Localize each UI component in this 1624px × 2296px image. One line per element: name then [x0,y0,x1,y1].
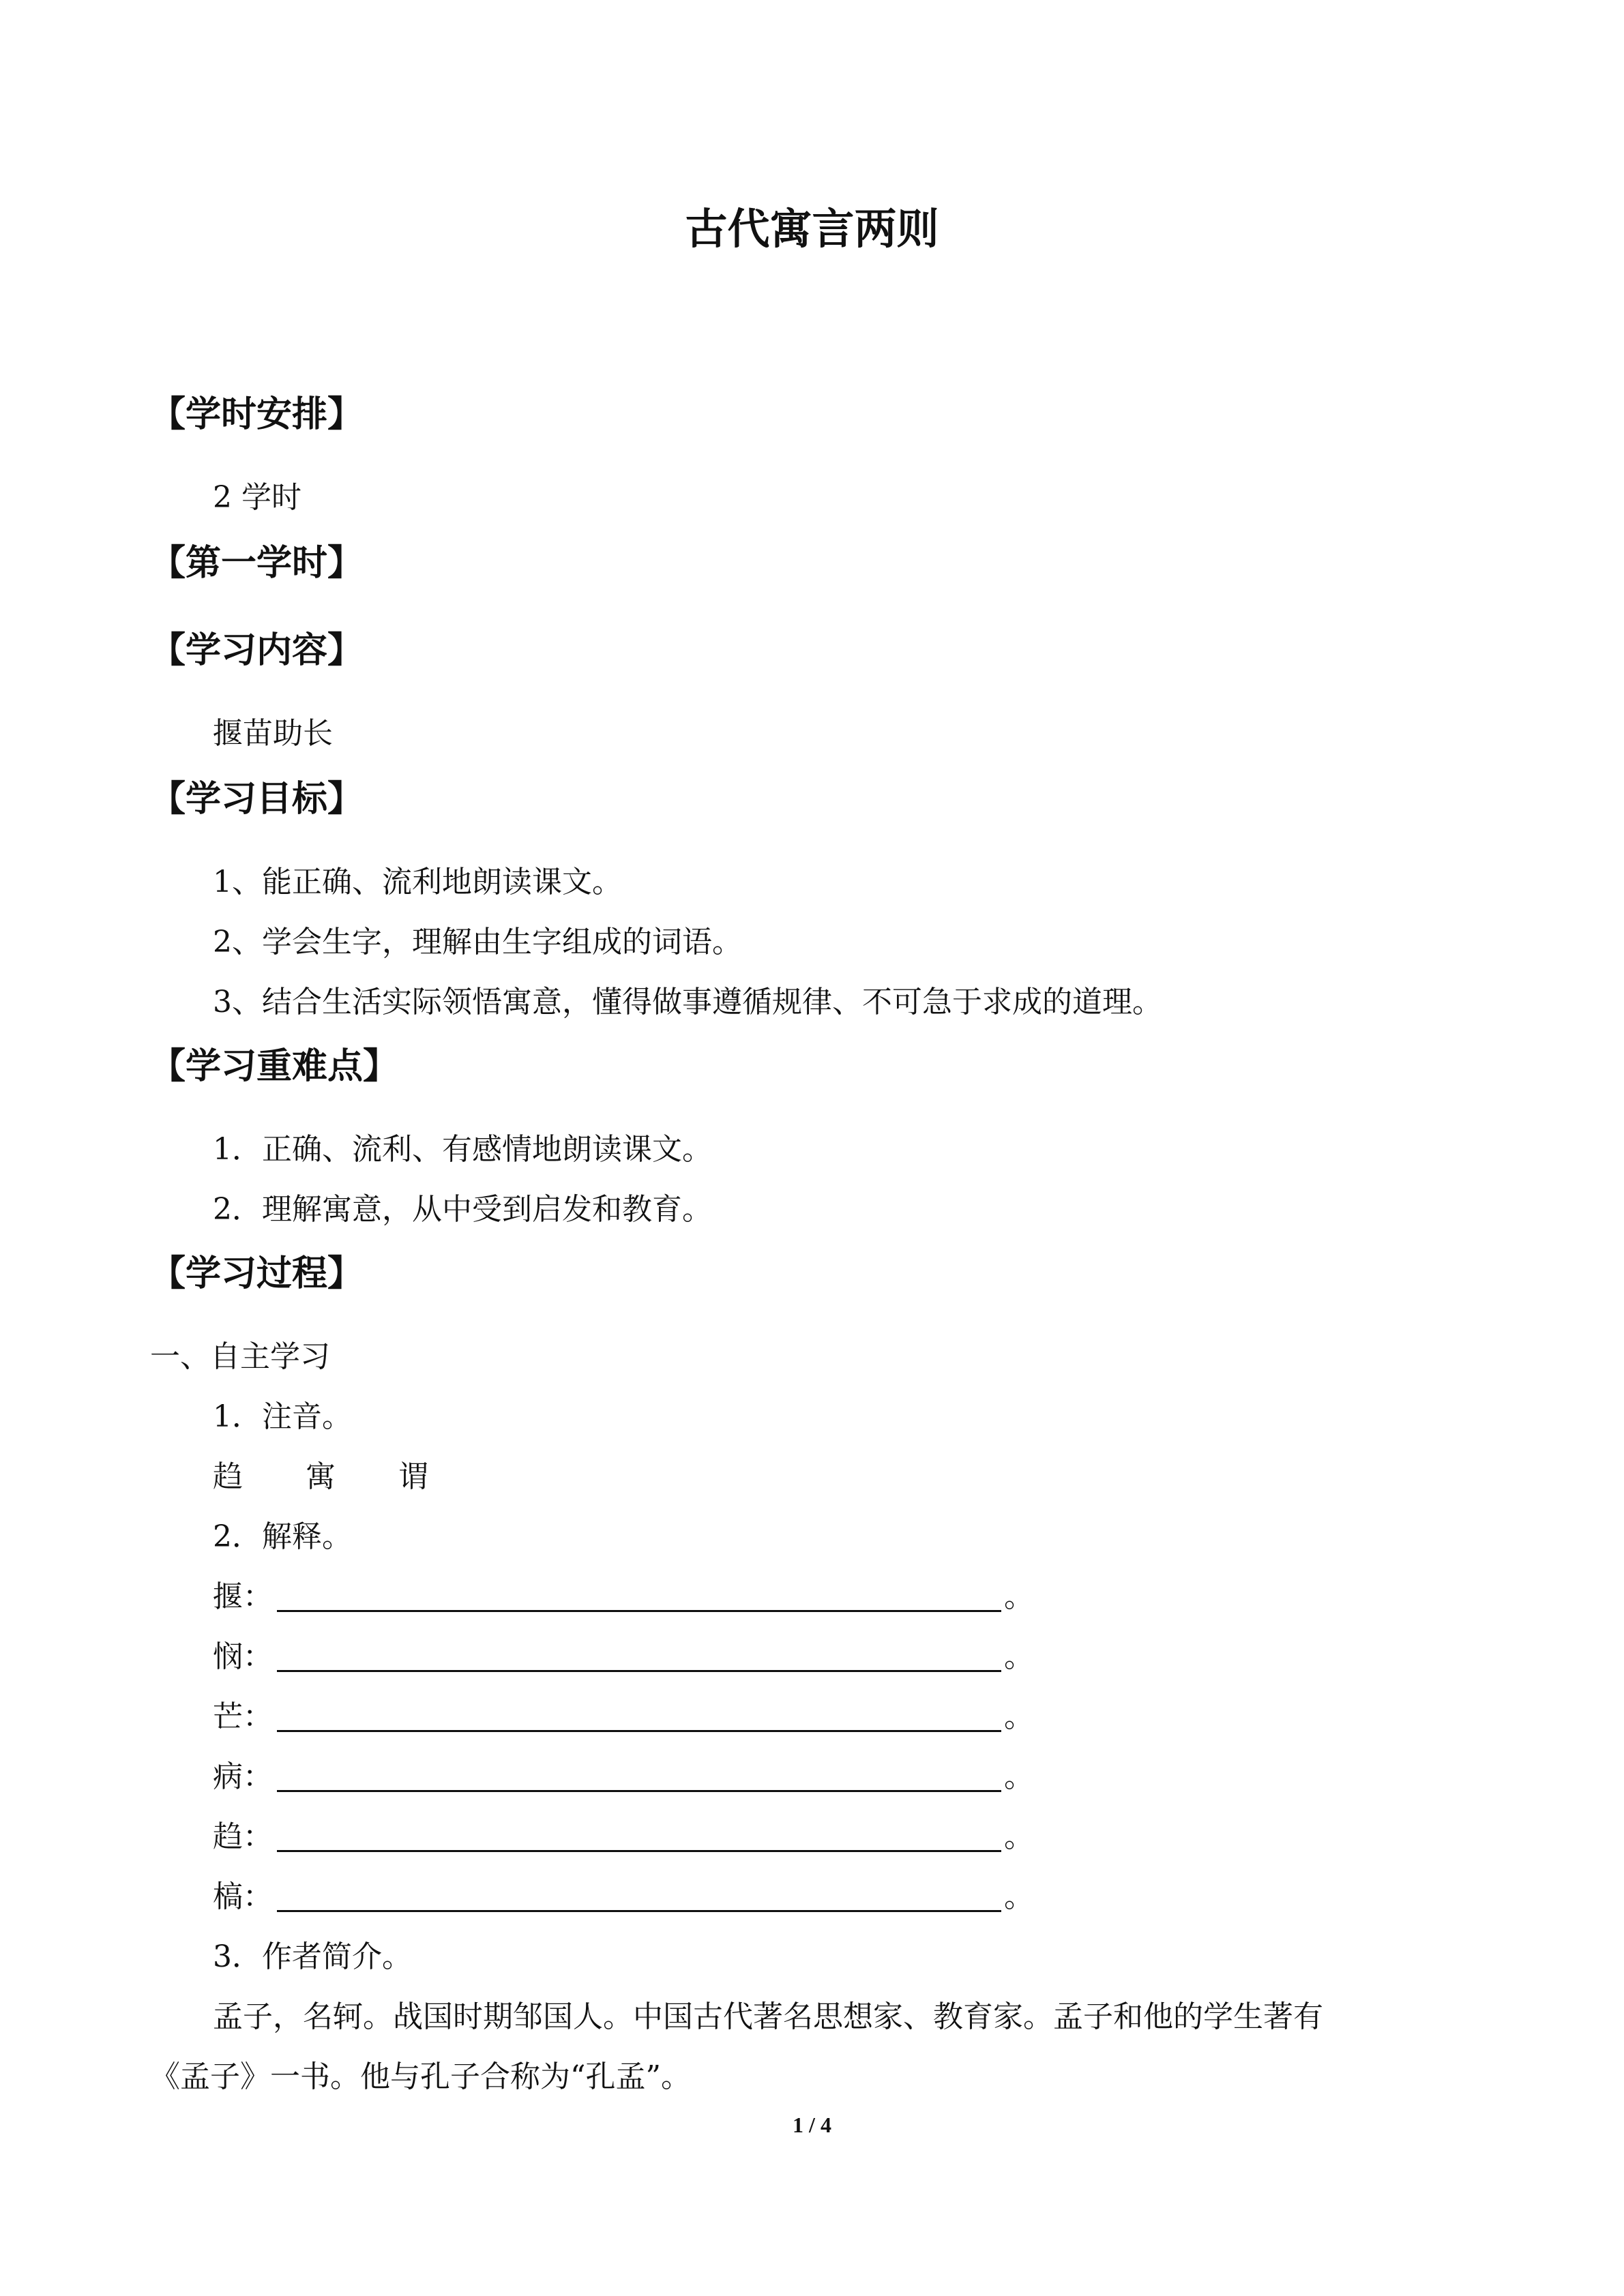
gloss-blank[interactable] [277,1643,1001,1672]
gloss-end: 。 [1004,1699,1034,1734]
content-value: 揠苗助长 [213,716,333,751]
gloss-term: 病： [213,1759,273,1794]
gloss-row [213,1579,1034,1614]
heading-process: 【学习过程】 [150,1253,364,1294]
gloss-term: 趋： [213,1819,273,1854]
phonetic-char: 趋 [213,1459,243,1494]
gloss-blank[interactable] [277,1883,1001,1912]
gloss-row [213,1819,1034,1854]
gloss-end: 。 [1004,1879,1034,1914]
gloss-blank[interactable] [277,1823,1001,1852]
process-part1: 一、自主学习 [150,1339,330,1374]
gloss-row [213,1639,1034,1674]
heading-lesson1: 【第一学时】 [150,543,364,584]
gloss-end: 。 [1004,1759,1034,1794]
heading-key-points: 【学习重难点】 [150,1046,399,1087]
gloss-term: 芒： [213,1699,273,1734]
question-1: 1．注音。 [213,1399,352,1434]
author-intro-line: 孟子，名轲。战国时期邹国人。中国古代著名思想家、教育家。孟子和他的学生著有 [213,1999,1323,2034]
goal-item: 1、能正确、流利地朗读课文。 [213,865,622,899]
phonetic-char: 谓 [398,1459,428,1494]
key-point-item: 1．正确、流利、有感情地朗读课文。 [213,1132,712,1167]
gloss-row [213,1879,1034,1914]
gloss-end: 。 [1004,1579,1034,1614]
page-number: 1 / 4 [793,2113,831,2137]
author-intro-line: 《孟子》一书。他与孔子合称为“孔孟”。 [150,2059,691,2094]
schedule-value: 2 学时 [213,480,301,515]
gloss-end: 。 [1004,1639,1034,1674]
phonetic-chars [213,1459,491,1494]
gloss-blank[interactable] [277,1703,1001,1732]
question-2: 2．解释。 [213,1519,352,1554]
gloss-term: 揠： [213,1579,273,1614]
goal-item: 3、结合生活实际领悟寓意，懂得做事遵循规律、不可急于求成的道理。 [213,985,1162,1019]
page-title: 古代寓言两则 [685,204,939,254]
heading-goals: 【学习目标】 [150,779,364,820]
gloss-blank[interactable] [277,1763,1001,1792]
gloss-row [213,1699,1034,1734]
heading-schedule: 【学时安排】 [150,394,364,435]
gloss-row [213,1759,1034,1794]
gloss-term: 悯： [213,1639,273,1674]
gloss-blank[interactable] [277,1583,1001,1612]
goal-item: 2、学会生字，理解由生字组成的词语。 [213,925,742,959]
key-point-item: 2．理解寓意，从中受到启发和教育。 [213,1192,712,1227]
question-3: 3．作者简介。 [213,1939,412,1974]
gloss-term: 槁： [213,1879,273,1914]
heading-content: 【学习内容】 [150,630,364,671]
gloss-end: 。 [1004,1819,1034,1854]
phonetic-char: 寓 [306,1459,336,1494]
